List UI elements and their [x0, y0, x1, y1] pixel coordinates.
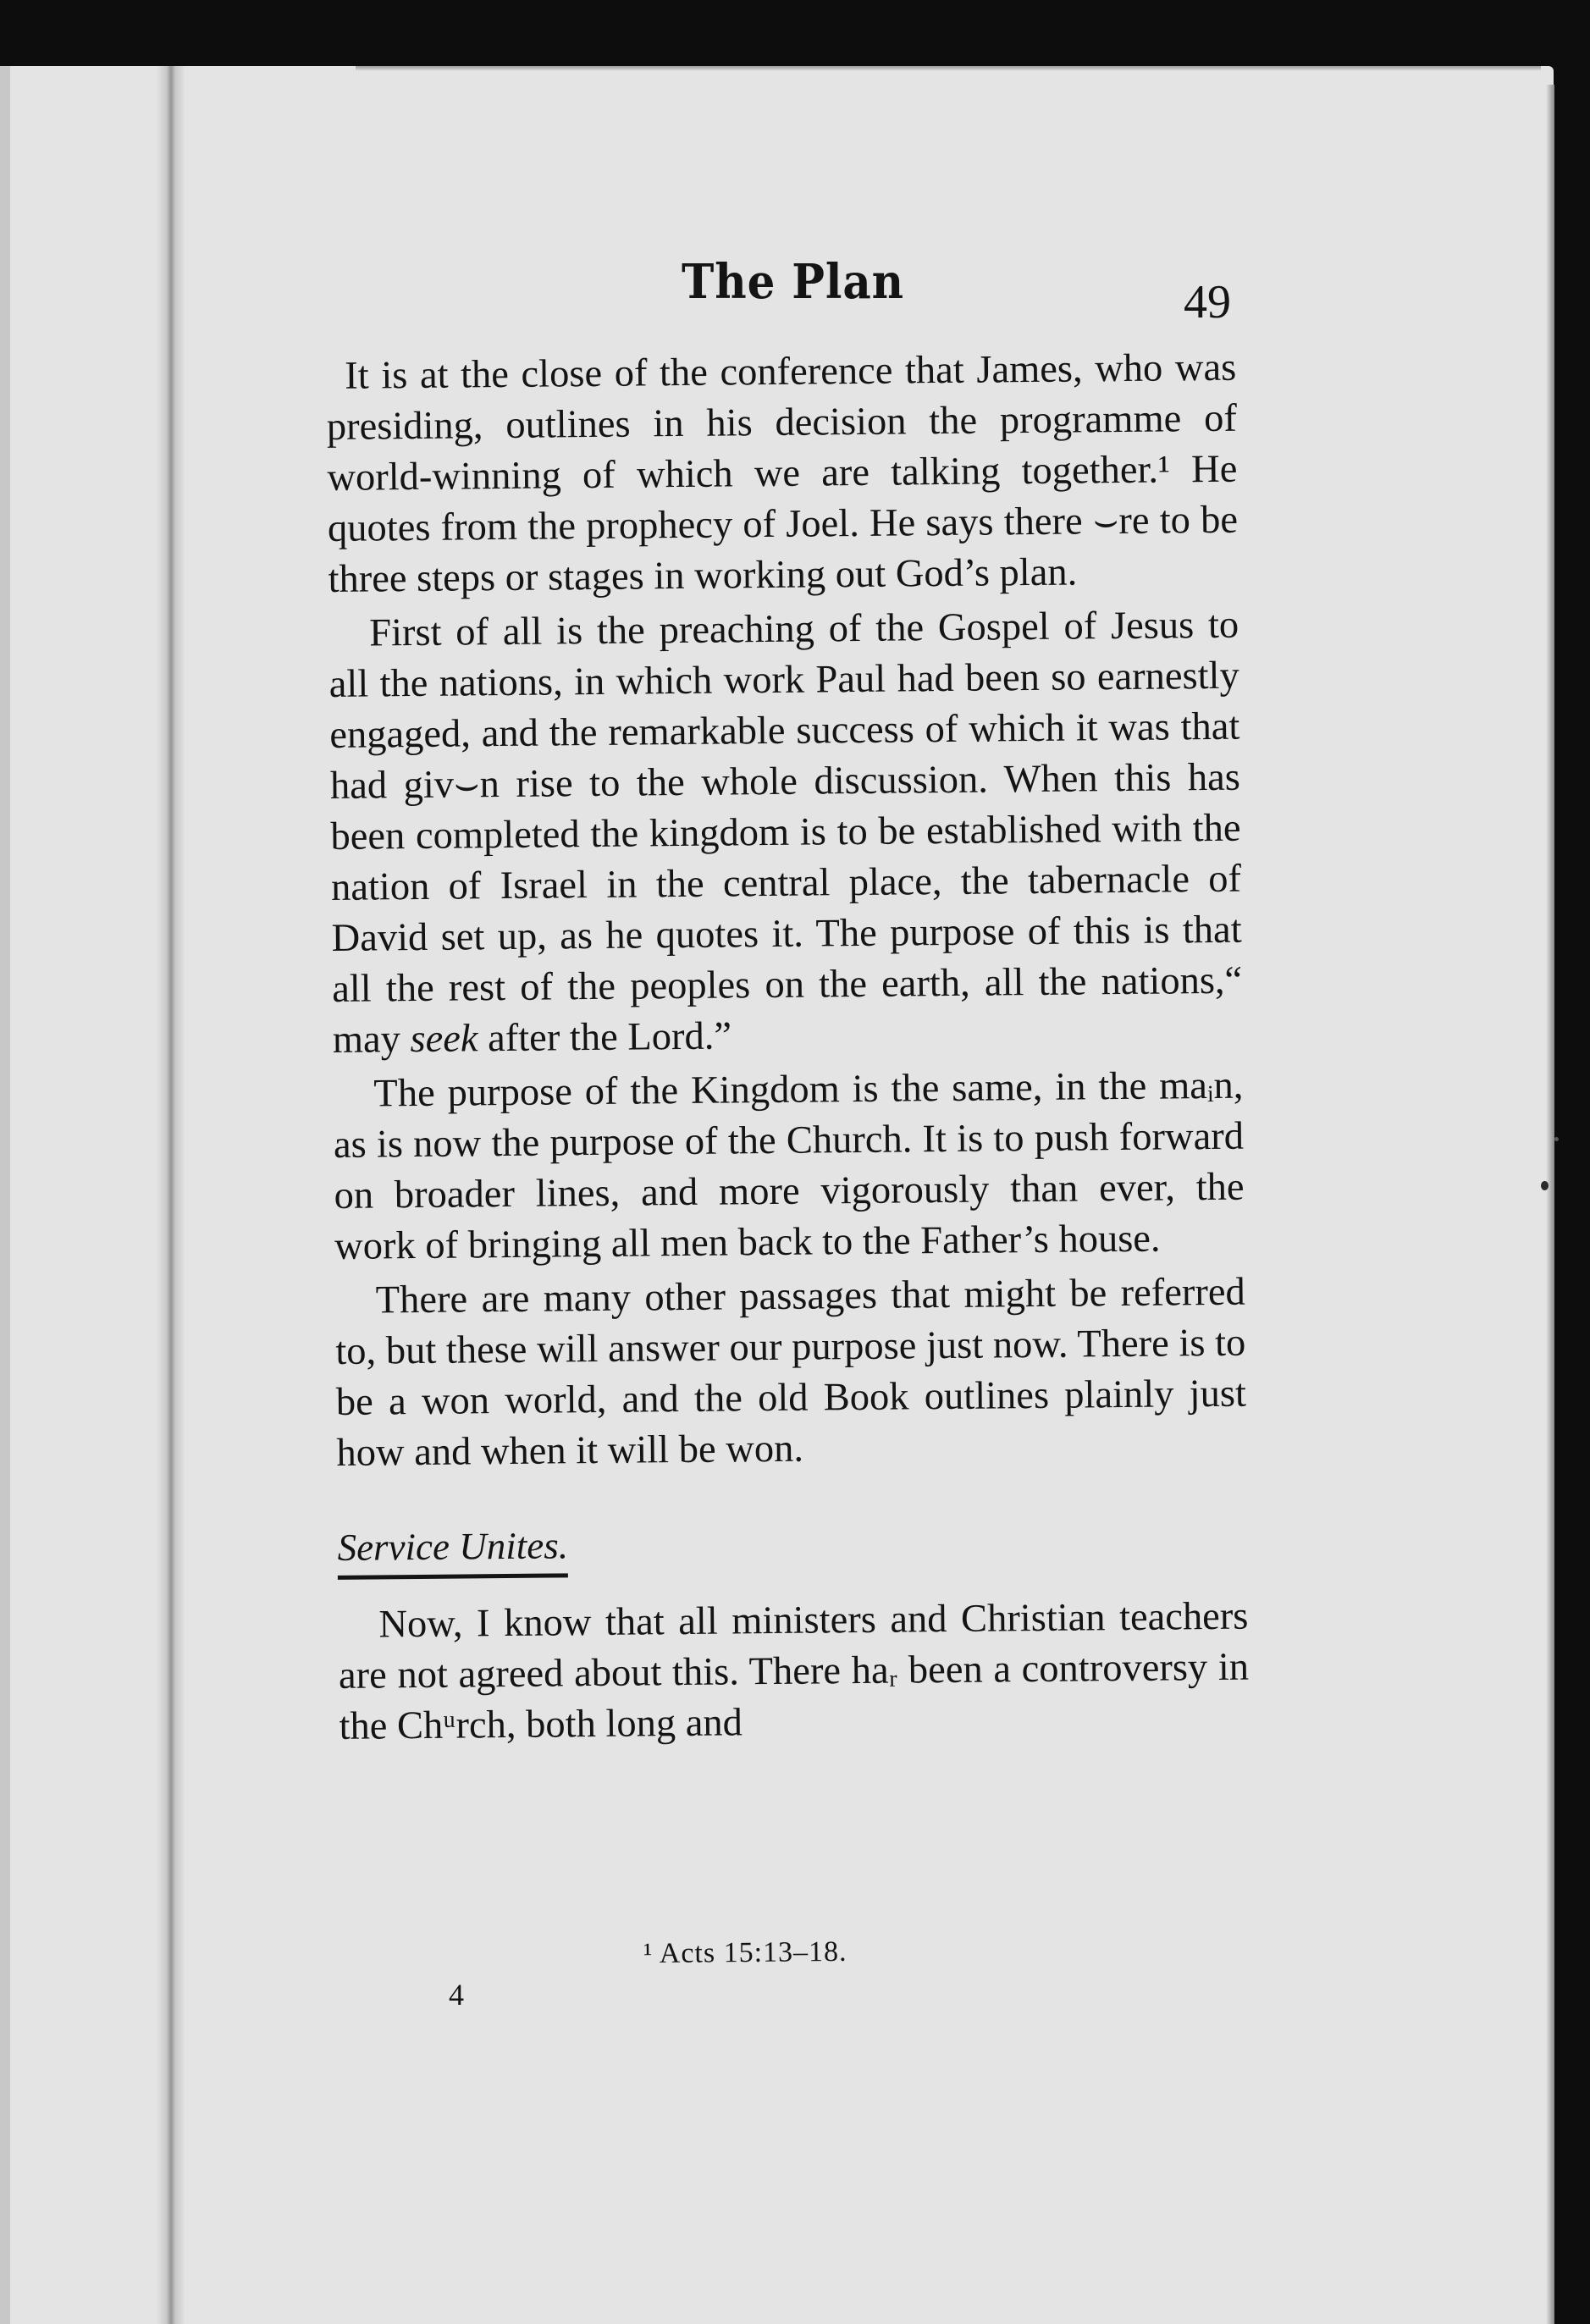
page-right-edge — [1546, 85, 1554, 2324]
paragraph-1: It is at the close of the conference that James, who was presiding, outlines in his decision the programme of world-winning of which we are talking together.¹ He quotes from the prophecy of Joel. He says there ⌣re to be three steps or stages in working out God’s plan. — [326, 345, 1239, 601]
quote-close: after the Lord.” — [478, 1014, 732, 1061]
section-heading: Service Unites. — [337, 1522, 568, 1580]
signature-mark: 4 — [449, 1978, 464, 2012]
page-top-edge — [356, 66, 1541, 71]
footnote: ¹ Acts 15:13–18. — [643, 1935, 847, 1970]
paragraph-4: There are many other passages that might be referred to, but these will answer our purpose just now. There is to be a won world, and the old Book outlines plainly just how and when it will be won. — [335, 1270, 1247, 1475]
book-gutter — [157, 66, 185, 2324]
speck — [1541, 1181, 1549, 1190]
page-number: 49 — [1184, 276, 1231, 328]
quote-emphasis: seek — [410, 1017, 478, 1062]
page-body — [326, 343, 1250, 1756]
paragraph-2-text: First of all is the preaching of the Gospel of Jesus to all the nations, in which work Paul had been so earnestly engaged, and the remarkable success of which it was that had giv⌣n rise to the whole discussion. When this has been completed the kingdom is to be established with the nation of Israel in the central place, the tabernacle of David set up, as he quotes it. The purpose of this is that all the rest of the peoples on the earth, all the nations, — [328, 603, 1242, 1011]
section-paragraph: Now, I know that all ministers and Christian teachers are not agreed about this. There haᵣ been a controversy in the Chᵘrch, both long and — [338, 1594, 1250, 1748]
paragraph-2 — [328, 600, 1243, 1066]
speck — [1554, 1137, 1559, 1141]
paragraph-3: The purpose of the Kingdom is the same, in the maᵢn, as is now the purpose of the Church. It is to push forward on broader lines, and more vigorously than ever, the work of bringing all men back to the Father’s house. — [333, 1063, 1245, 1268]
quote-open: “ may — [332, 958, 1243, 1062]
running-head: The Plan — [682, 254, 905, 310]
facing-page-edge — [0, 66, 10, 2324]
